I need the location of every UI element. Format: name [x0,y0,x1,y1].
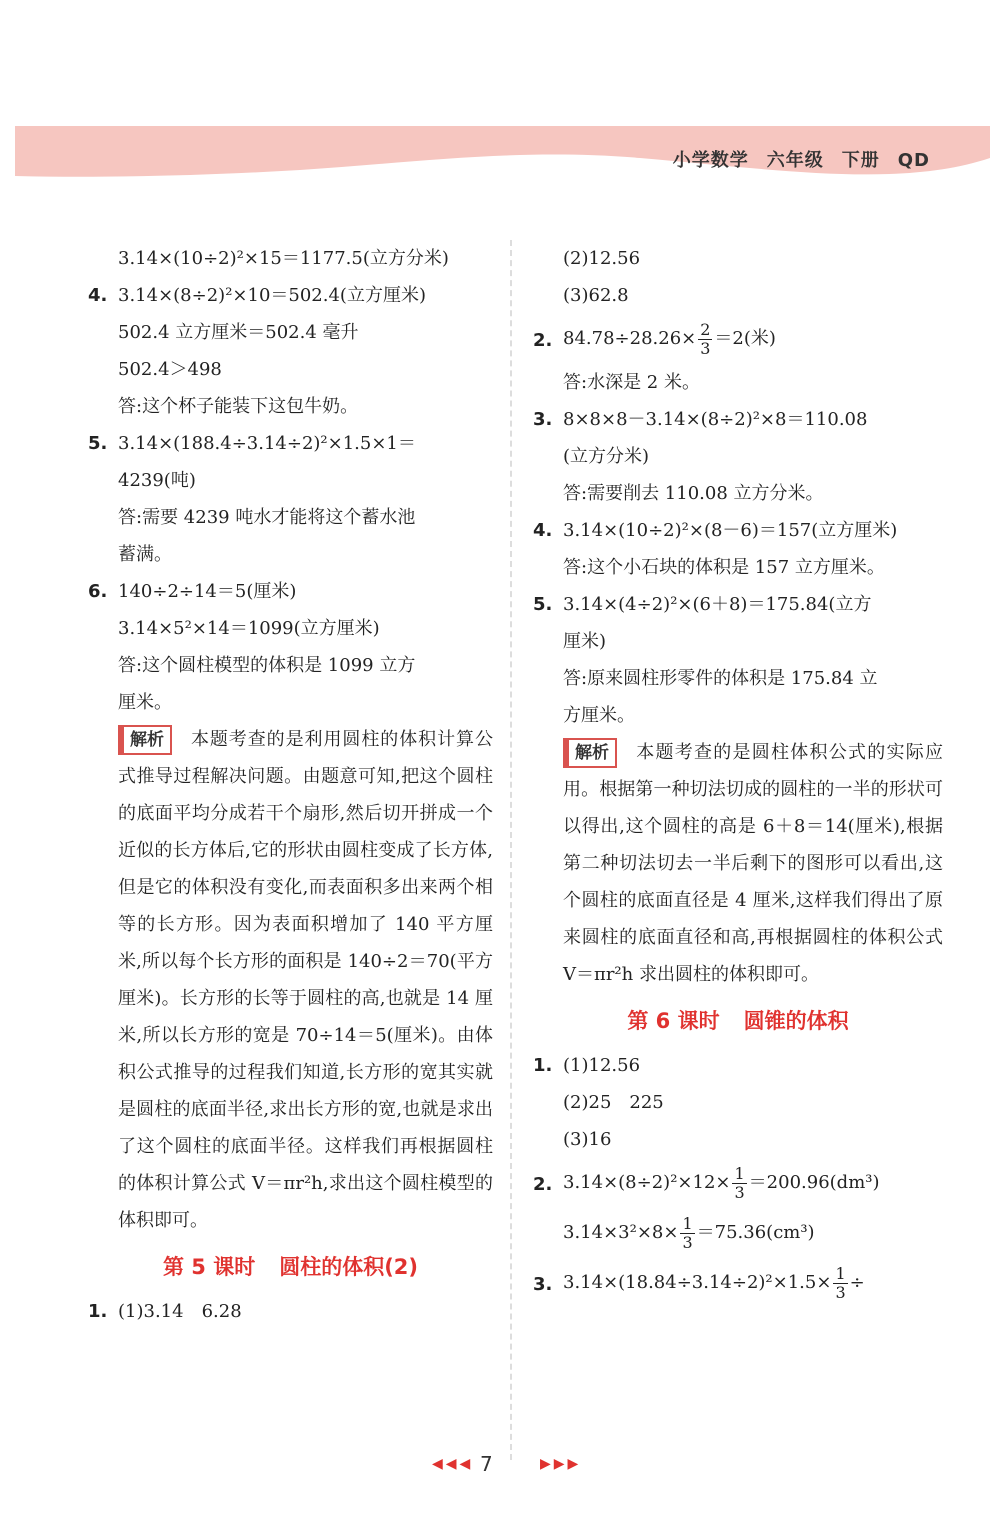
fraction [833,1265,847,1302]
analysis-badge: 解析 [563,738,617,768]
question-3 [533,401,943,512]
column-divider [510,240,512,1460]
lesson-number: 第 6 课时 [627,1009,720,1033]
answer-line: 答:这个小石块的体积是 157 立方厘米。 [563,557,885,578]
text-line: 3.14×(4÷2)²×(6＋8)＝175.84(立方 [563,594,872,615]
numerator: 1 [835,1263,846,1283]
text-line: 502.4＞498 [118,359,222,380]
formula-part: ＝200.96(dm³) [748,1172,880,1193]
question-number: 1. [533,1055,553,1076]
answer-line: 答:需要削去 110.08 立方分米。 [563,483,824,504]
answer-line: 答:水深是 2 米。 [563,372,700,393]
question-6 [88,573,493,721]
text-line: 502.4 立方厘米＝502.4 毫升 [118,322,359,343]
answer-line: 厘米。 [118,692,172,713]
analysis-text: 本题考查的是利用圆柱的体积计算公式推导过程解决问题。由题意可知,把这个圆柱的底面平均分成若干个扇形,然后切开拼成一个近似的长方体后,它的形状由圆柱变成了长方体,但是它的体积没有变化,而表面积多出来两个相等的长方形。因为表面积增加了 140 平方厘米,所以每个长方形的面积是 140÷2＝70(平方厘米)。长方形的长等于圆柱的高,也就是 14 厘米,所以长方形的宽是 70÷14＝5(厘米)。由体积公式推导的过程我们知道,长方形的宽其实就是圆柱的底面半径,求出长方形的宽,也就是求出了这个圆柱的底面半径。这样我们再根据圆柱的体积计算公式 V＝πr²h,求出这个圆柱模型的体积即可。 [118,729,493,1231]
question-number: 6. [88,581,108,602]
continued-line [88,240,493,277]
denominator: 3 [835,1282,846,1302]
text-line: 3.14×(10÷2)²×15＝1177.5(立方分米) [118,248,449,269]
formula-line [563,1208,943,1258]
text-line: 8×8×8－3.14×(8÷2)²×8＝110.08 [563,409,868,430]
question-number: 5. [88,433,108,454]
text-line: 140÷2÷14＝5(厘米) [118,581,297,602]
numerator: 1 [682,1213,693,1233]
page-number: 7 [480,1452,493,1476]
question-5 [88,425,493,573]
question-4 [88,277,493,425]
formula-line [563,1158,943,1208]
left-column [88,240,493,1330]
header-term: 下册 [841,150,880,171]
fraction [698,321,712,358]
question-number: 2. [533,330,553,351]
text-line: (3)62.8 [563,285,629,306]
denominator: 3 [734,1182,745,1202]
text-line: 3.14×5²×14＝1099(立方厘米) [118,618,380,639]
question-4 [533,512,943,586]
numerator: 2 [700,319,711,339]
lesson-heading-5 [88,1245,493,1289]
formula-part: ÷ [849,1272,865,1293]
question-2 [533,314,943,401]
denominator: 3 [682,1232,693,1252]
analysis-badge: 解析 [118,725,172,755]
text-line: (2)12.56 [563,248,641,269]
formula-part: ＝75.36(cm³) [696,1222,815,1243]
fraction [680,1215,694,1252]
question-number: 4. [88,285,108,306]
formula-part: 84.78÷28.26× [563,328,697,349]
answer-line: 蓄满。 [118,544,172,565]
right-column [533,240,943,1308]
analysis-block [533,734,943,993]
formula-line [563,1258,943,1308]
question-1 [88,1293,493,1330]
lesson-number: 第 5 课时 [162,1255,256,1279]
answer-line: 答:需要 4239 吨水才能将这个蓄水池 [118,507,416,528]
formula-part: 3.14×(18.84÷3.14÷2)²×1.5× [563,1272,832,1293]
text-line: 厘米) [563,631,607,652]
text-line: (2)25 225 [563,1092,664,1113]
question-number: 1. [88,1301,108,1322]
text-line: 3.14×(8÷2)²×10＝502.4(立方厘米) [118,285,426,306]
question-number: 3. [533,1274,553,1295]
question-number: 2. [533,1174,553,1195]
formula-part: 3.14×(8÷2)²×12× [563,1172,731,1193]
lesson-title: 圆柱的体积(2) [279,1255,419,1279]
question-number: 5. [533,594,553,615]
analysis-text: 本题考查的是圆柱体积公式的实际应用。根据第一种切法切成的圆柱的一半的形状可以得出,这个圆柱的高是 6＋8＝14(厘米),根据第二种切法切去一半后剩下的图形可以看出,这个圆柱的底面直径是 4 厘米,这样我们得出了原来圆柱的底面直径和高,再根据圆柱的体积公式 V＝πr²h 求出圆柱的体积即可。 [563,742,943,985]
answer-line: 答:这个圆柱模型的体积是 1099 立方 [118,655,416,676]
question-5 [533,586,943,734]
text-line: (立方分米) [563,446,650,467]
right-arrows-icon: ▶▶▶ [540,1456,582,1472]
left-arrows-icon: ◀◀◀ [432,1456,474,1472]
lesson6-question-2 [533,1158,943,1258]
text-line: (3)16 [563,1129,612,1150]
answer-line: 答:这个杯子能装下这包牛奶。 [118,396,359,417]
lesson6-question-3 [533,1258,943,1308]
lesson-title: 圆锥的体积 [743,1009,849,1033]
text-line: (1)3.14 6.28 [118,1301,242,1322]
lesson-heading-6 [533,999,943,1043]
continued-lines [533,240,943,314]
answer-line: 方厘米。 [563,705,635,726]
fraction [732,1165,746,1202]
formula-line [563,314,943,364]
text-line: 4239(吨) [118,470,196,491]
question-number: 3. [533,409,553,430]
denominator: 3 [700,338,711,358]
header-edition: QD [897,150,930,171]
analysis-block [88,721,493,1239]
text-line: (1)12.56 [563,1055,641,1076]
text-line: 3.14×(188.4÷3.14÷2)²×1.5×1＝ [118,433,416,454]
text-line: 3.14×(10÷2)²×(8－6)＝157(立方厘米) [563,520,898,541]
header-subject: 小学数学 [672,150,749,171]
header-grade: 六年级 [766,150,824,171]
numerator: 1 [734,1163,745,1183]
question-number: 4. [533,520,553,541]
header-title [655,146,930,172]
formula-part: ＝2(米) [714,328,776,349]
answer-line: 答:原来圆柱形零件的体积是 175.84 立 [563,668,878,689]
formula-part: 3.14×3²×8× [563,1222,679,1243]
lesson6-question-1 [533,1047,943,1158]
